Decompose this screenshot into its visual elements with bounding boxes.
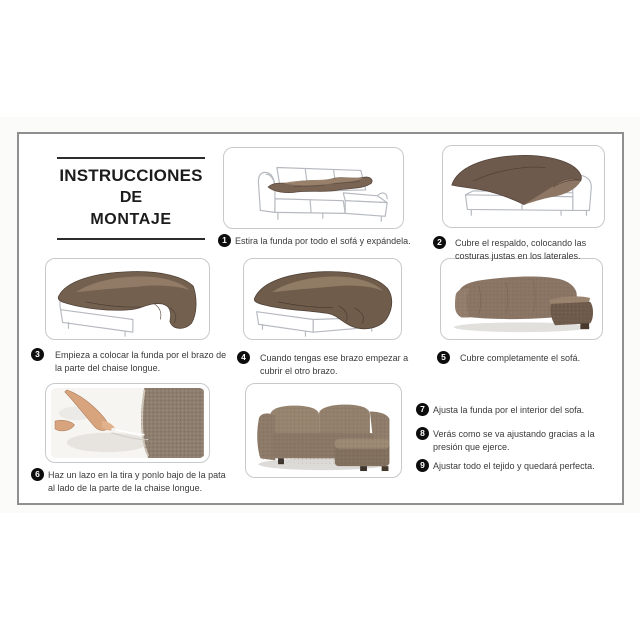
illustration-step1-sofa-funda-extendida bbox=[223, 147, 404, 229]
photo-hands-tying-lace bbox=[50, 388, 205, 458]
step-2 bbox=[433, 236, 603, 266]
step-2-number-badge: 2 bbox=[433, 236, 446, 249]
step-6-number-badge: 6 bbox=[31, 468, 44, 481]
illustration-step3-funda-brazo-chaise bbox=[45, 258, 210, 340]
photo-sofa-fully-covered bbox=[445, 263, 598, 335]
step-4-text: Cuando tengas ese brazo empezar a cubrir el otro brazo. bbox=[260, 353, 409, 376]
step-9-text: Ajustar todo el tejido y quedará perfecta. bbox=[433, 461, 595, 471]
step-7-number-badge: 7 bbox=[416, 403, 429, 416]
step-8 bbox=[416, 427, 596, 457]
step-3-number-badge: 3 bbox=[31, 348, 44, 361]
photo-finished-sofa bbox=[245, 383, 402, 478]
photo-sofa-with-cover-final bbox=[250, 388, 397, 473]
step-1 bbox=[218, 234, 428, 260]
illustration-step4-funda-otro-brazo bbox=[243, 258, 402, 340]
sofa-line-drawing-cloth-over-back bbox=[443, 146, 604, 227]
photo-step6-lazo-tira bbox=[45, 383, 210, 463]
step-8-number-badge: 8 bbox=[416, 427, 429, 440]
step-7-text: Ajusta la funda por el interior del sofa. bbox=[433, 405, 585, 415]
instructions-card bbox=[17, 132, 624, 505]
title-line-3: MONTAJE bbox=[90, 211, 172, 228]
title-line-2: DE bbox=[119, 189, 143, 206]
page-title bbox=[57, 157, 205, 240]
step-5-number-badge: 5 bbox=[437, 351, 450, 364]
step-1-number-badge: 1 bbox=[218, 234, 231, 247]
step-5-text: Cubre completamente el sofá. bbox=[460, 353, 581, 363]
step-8-text: Verás como se va ajustando gracias a la presión que ejerce. bbox=[433, 429, 595, 452]
sofa-line-drawing-cloth-covering-more bbox=[244, 259, 401, 339]
sofa-line-drawing-cloth-on-seat bbox=[224, 148, 403, 228]
step-3-text: Empieza a colocar la funda por el brazo de la parte del chaise longue. bbox=[55, 350, 227, 373]
photo-step5-sofa-cubierto bbox=[440, 258, 603, 340]
step-4 bbox=[237, 351, 407, 381]
illustration-step2-funda-respaldo bbox=[442, 145, 605, 228]
step-9-number-badge: 9 bbox=[416, 459, 429, 472]
step-7 bbox=[416, 403, 616, 419]
title-line-1: INSTRUCCIONES bbox=[59, 166, 203, 185]
step-6 bbox=[31, 468, 231, 498]
step-1-text: Estira la funda por todo el sofá y expándela. bbox=[235, 236, 411, 246]
step-9 bbox=[416, 459, 626, 475]
step-3 bbox=[31, 348, 231, 378]
step-5 bbox=[437, 351, 617, 367]
step-2-text: Cubre el respaldo, colocando las costuras justas en los laterales. bbox=[455, 238, 587, 261]
step-4-number-badge: 4 bbox=[237, 351, 250, 364]
step-6-text: Haz un lazo en la tira y ponlo bajo de la pata al lado de la parte de la chaise longue. bbox=[48, 470, 226, 493]
sofa-line-drawing-cloth-covering-right bbox=[46, 259, 209, 339]
